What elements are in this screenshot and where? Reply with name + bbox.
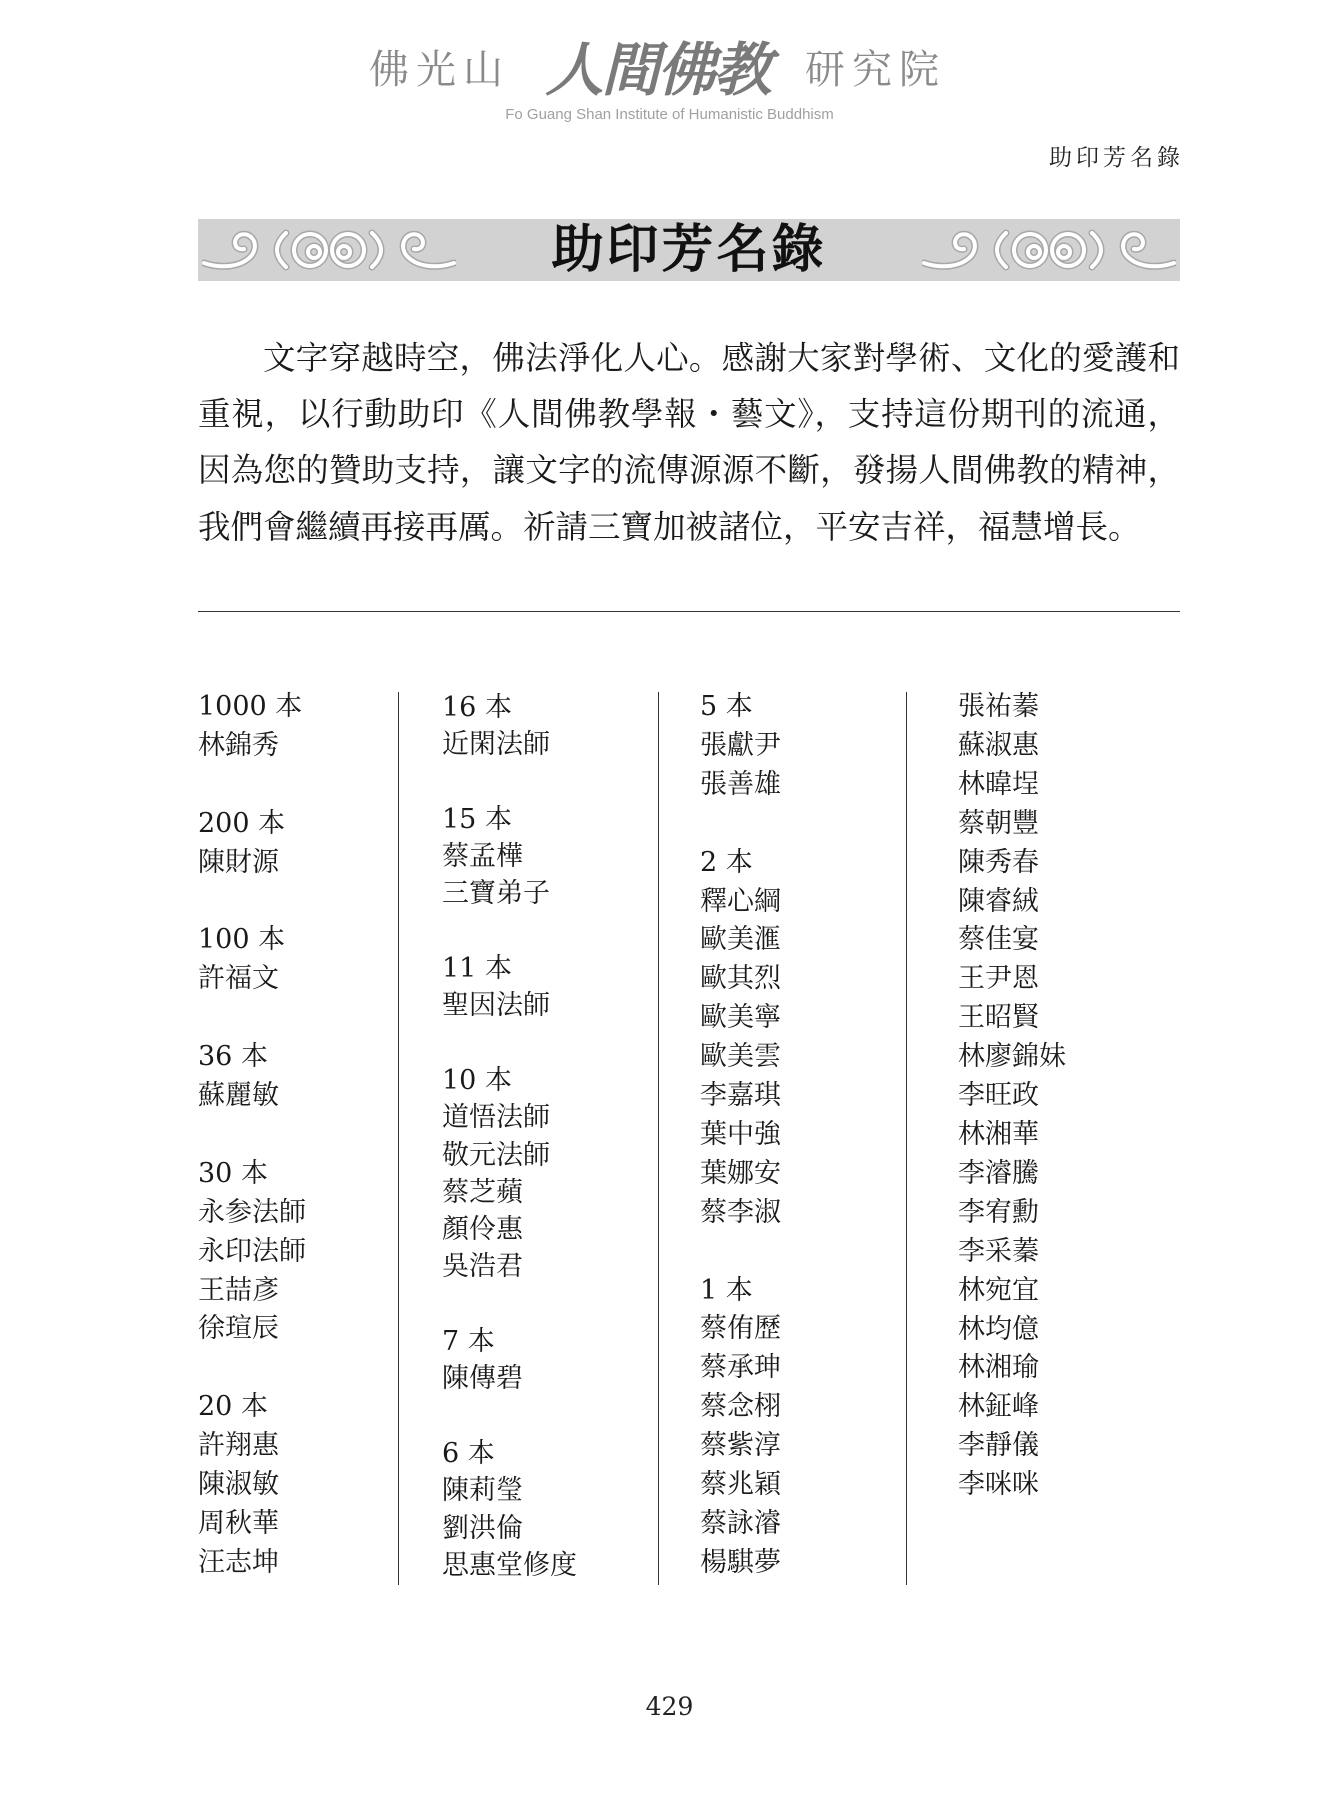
donor-name: 聖因法師 (442, 990, 550, 1022)
running-head: 助印芳名錄 (1049, 145, 1184, 171)
donor-group (198, 1388, 306, 1583)
donor-name: 林廖錦妹 (958, 1041, 1066, 1073)
donor-name: 葉娜安 (700, 1157, 781, 1189)
donor-name: 張善雄 (700, 768, 781, 800)
donor-name: 李咪咪 (958, 1469, 1039, 1501)
donor-name: 蔡兆穎 (700, 1469, 781, 1501)
intro-line: 重視，以行動助印《人間佛教學報・藝文》，支持這份期刊的流通， (198, 395, 1180, 434)
donor-name: 張獻尹 (700, 729, 781, 761)
donor-name: 陳秀春 (958, 846, 1039, 878)
donor-name: 蔡詠濬 (700, 1508, 781, 1539)
donor-name: 林暐埕 (958, 768, 1039, 800)
donor-name: 王尹恩 (958, 963, 1039, 995)
donor-column (442, 689, 577, 1584)
donor-name: 王昭賢 (958, 1002, 1039, 1034)
donor-name: 林湘瑜 (958, 1352, 1039, 1384)
donor-name: 葉中強 (700, 1118, 781, 1150)
donor-column (198, 688, 306, 1583)
donor-name: 林錦秀 (198, 729, 279, 761)
donor-name: 陳財源 (198, 846, 279, 878)
donor-name: 林鉦峰 (958, 1391, 1039, 1423)
donor-name: 蔡芝蘋 (442, 1176, 523, 1208)
donation-amount-heading: 6 本 (442, 1437, 495, 1469)
donor-group (442, 1435, 577, 1584)
donor-name: 歐美寧 (700, 1002, 781, 1034)
logo-calligraphy: 人間佛教 (545, 36, 770, 104)
donor-group (442, 801, 577, 913)
donor-name: 汪志坤 (198, 1546, 279, 1578)
donor-group (700, 844, 781, 1233)
page-number: 429 (645, 1692, 694, 1721)
donor-group (198, 1038, 306, 1116)
donor-name: 陳睿絨 (958, 885, 1039, 917)
donor-group (700, 1272, 781, 1583)
column-divider (398, 692, 399, 1585)
donor-name: 顏伶惠 (442, 1214, 523, 1246)
donor-name: 蔡侑歷 (700, 1313, 781, 1345)
donor-group (198, 688, 306, 766)
logo-text-institute: 研究院 (804, 47, 946, 93)
page-title: 助印芳名錄 (551, 219, 827, 280)
donation-amount-heading: 1000 本 (198, 691, 303, 722)
donor-group (198, 921, 306, 999)
donor-name: 楊騏夢 (700, 1546, 781, 1578)
donor-name: 永参法師 (198, 1196, 306, 1228)
donor-name: 劉洪倫 (442, 1512, 523, 1544)
donor-name: 李靜儀 (958, 1430, 1039, 1462)
donor-name: 林宛宜 (958, 1274, 1039, 1306)
donor-group (442, 1062, 577, 1286)
donor-group (958, 688, 1066, 1505)
donor-name: 李嘉琪 (700, 1080, 781, 1112)
donor-name: 歐美雲 (700, 1041, 781, 1073)
donor-name: 許福文 (198, 963, 279, 995)
logo-english-name: Fo Guang Shan Institute of Humanistic Buddhism (505, 106, 834, 123)
donor-name: 吳浩君 (442, 1251, 523, 1283)
donor-name: 李宥勳 (958, 1196, 1039, 1228)
donation-amount-heading: 7 本 (442, 1326, 495, 1358)
donation-amount-heading: 20 本 (198, 1391, 268, 1423)
donor-name: 陳淑敏 (198, 1469, 279, 1501)
donor-name: 蘇麗敏 (198, 1080, 279, 1112)
donor-name: 張祐蓁 (958, 691, 1039, 722)
intro-line: 因為您的贊助支持，讓文字的流傳源源不斷，發揚人間佛教的精神， (198, 451, 1180, 490)
intro-paragraph (198, 330, 1180, 555)
donor-name: 三寶弟子 (442, 878, 550, 910)
donor-name: 蔡朝豐 (958, 807, 1039, 839)
donor-name: 李濬騰 (958, 1157, 1039, 1189)
donor-name: 陳莉瑩 (442, 1475, 523, 1507)
donation-amount-heading: 200 本 (198, 807, 286, 839)
donor-name: 李旺政 (958, 1080, 1039, 1112)
donor-group (442, 950, 577, 1025)
donation-amount-heading: 36 本 (198, 1041, 268, 1073)
donor-name: 周秋華 (198, 1507, 279, 1539)
intro-line: 我們會繼續再接再厲。祈請三寶加被諸位，平安吉祥，福慧增長。 (198, 507, 1141, 546)
donation-amount-heading: 10 本 (442, 1064, 512, 1096)
column-divider (658, 692, 659, 1585)
donor-name: 許翔惠 (198, 1430, 279, 1462)
donor-name: 蔡紫淳 (700, 1430, 781, 1462)
donor-column (958, 688, 1066, 1505)
donor-name: 蔡孟樺 (442, 841, 523, 873)
donor-group (442, 1323, 577, 1398)
donor-name: 蘇淑惠 (958, 729, 1039, 761)
title-banner (198, 219, 1180, 281)
donor-name: 蔡佳宴 (958, 924, 1039, 956)
donor-name: 近閑法師 (442, 729, 550, 761)
donation-amount-heading: 15 本 (442, 803, 512, 835)
donation-amount-heading: 5 本 (700, 691, 753, 722)
donation-amount-heading: 11 本 (442, 953, 512, 985)
donor-name: 林湘華 (958, 1118, 1039, 1150)
donor-name: 敬元法師 (442, 1139, 550, 1171)
donor-name: 陳傳碧 (442, 1363, 523, 1395)
donor-name: 蔡李淑 (700, 1196, 781, 1228)
donor-name: 蔡念栩 (700, 1391, 781, 1423)
donation-amount-heading: 1 本 (700, 1274, 753, 1306)
intro-line: 文字穿越時空，佛法淨化人心。感謝大家對學術、文化的愛護和 (263, 339, 1180, 377)
donation-amount-heading: 2 本 (700, 846, 753, 878)
donor-name: 林均億 (958, 1313, 1039, 1345)
donor-name: 王喆彥 (198, 1274, 279, 1306)
donor-name: 歐其烈 (700, 963, 781, 995)
donor-group (442, 689, 577, 764)
donor-name: 永印法師 (198, 1235, 306, 1267)
donation-amount-heading: 100 本 (198, 924, 286, 956)
logo-text-fo-guang-shan: 佛光山 (369, 47, 510, 93)
donor-name: 道悟法師 (442, 1102, 550, 1134)
donor-name: 思惠堂修度 (442, 1549, 577, 1581)
donor-name: 李采蓁 (958, 1235, 1039, 1267)
institute-logo (369, 36, 946, 104)
donor-group (198, 1155, 306, 1350)
donor-name: 釋心綱 (700, 885, 781, 917)
donation-amount-heading: 30 本 (198, 1157, 268, 1189)
donor-group (198, 805, 306, 883)
banner-ornament-right (922, 219, 1176, 281)
donation-amount-heading: 16 本 (442, 692, 512, 723)
donor-column (700, 688, 781, 1583)
column-divider (906, 692, 907, 1585)
donor-name: 蔡承珅 (700, 1352, 781, 1384)
donor-name: 徐瑄辰 (198, 1313, 279, 1345)
donor-name: 歐美滙 (700, 924, 781, 956)
section-divider (198, 611, 1180, 612)
donor-group (700, 688, 781, 805)
